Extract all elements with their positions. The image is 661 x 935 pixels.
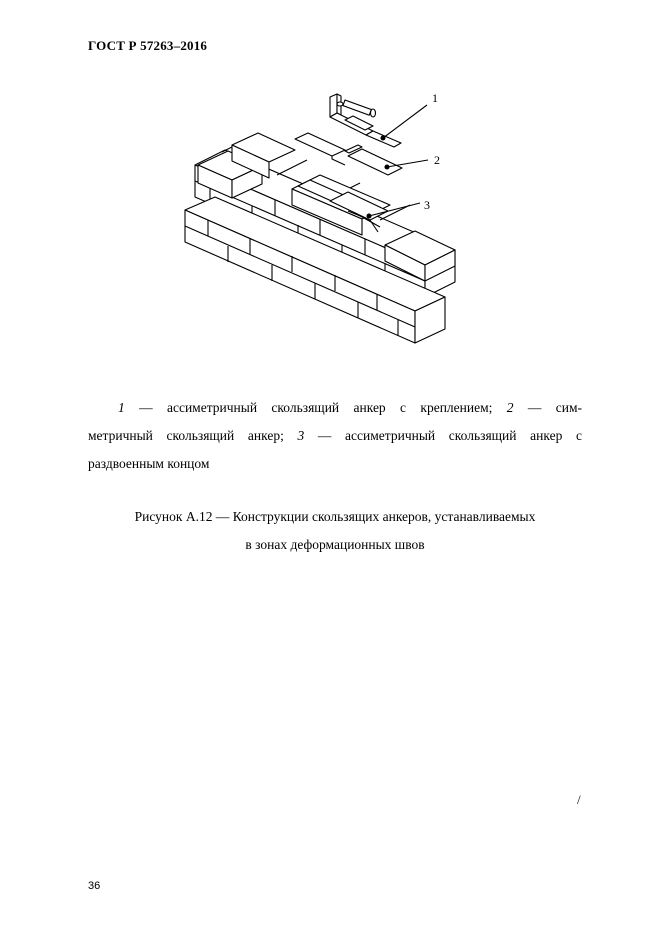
callout-label-2: 2 bbox=[434, 153, 440, 167]
legend-text-2a: — сим- bbox=[513, 400, 582, 415]
legend-number-2: 2 bbox=[506, 400, 514, 415]
legend-line-1 bbox=[88, 394, 582, 422]
anchor-figure bbox=[180, 85, 470, 350]
legend-number-3: 3 bbox=[297, 428, 305, 443]
figure-caption bbox=[88, 503, 582, 559]
page-number: 36 bbox=[88, 880, 101, 892]
brick-wall-illustration bbox=[180, 85, 470, 350]
anchor-1 bbox=[330, 94, 401, 147]
stray-mark: / bbox=[577, 792, 581, 807]
figure-caption-line-2: в зонах деформационных швов bbox=[245, 537, 425, 552]
legend-line-2 bbox=[88, 422, 582, 450]
legend-text-2b: метричный скользящий анкер; bbox=[88, 428, 298, 443]
figure-legend bbox=[88, 394, 582, 478]
legend-number-1: 1 bbox=[118, 400, 125, 415]
legend-line-3: раздвоенным концом bbox=[88, 456, 210, 471]
document-header: ГОСТ Р 57263–2016 bbox=[88, 38, 208, 53]
legend-text-1: — ассиметричный скользящий анкер с креплением; bbox=[124, 400, 507, 415]
figure-caption-line-1: Рисунок А.12 — Конструкции скользящих анкеров, устанавливаемых bbox=[134, 509, 536, 524]
legend-text-3a: — ассиметричный скользящий анкер с bbox=[304, 428, 582, 443]
callout-label-3: 3 bbox=[424, 198, 430, 212]
callout-label-1: 1 bbox=[432, 91, 438, 105]
